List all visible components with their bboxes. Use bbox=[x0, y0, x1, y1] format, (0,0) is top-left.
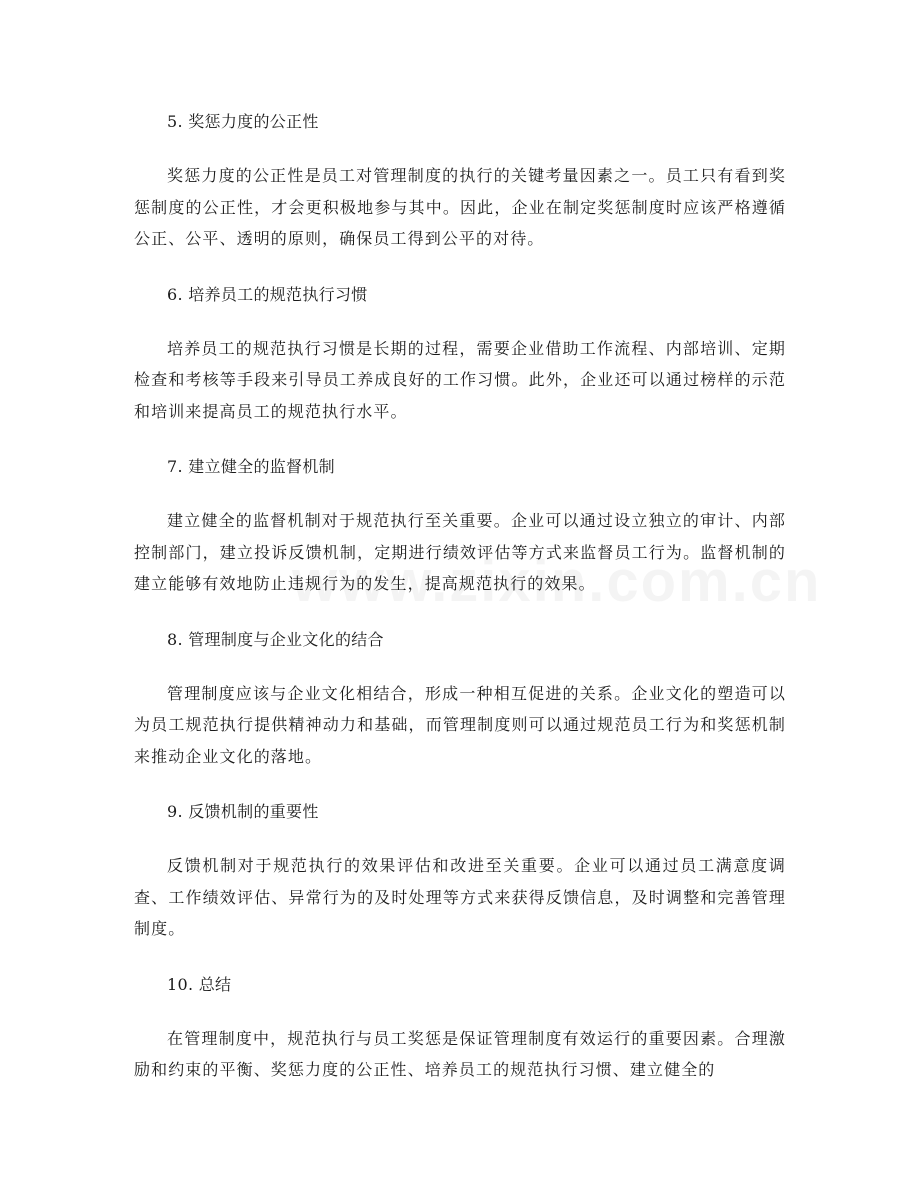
section-paragraph-9: 反馈机制对于规范执行的效果评估和改进至关重要。企业可以通过员工满意度调查、工作绩效评估、异常行为的及时处理等方式来获得反馈信息，及时调整和完善管理制度。 bbox=[134, 856, 786, 938]
section-paragraph-8: 管理制度应该与企业文化相结合，形成一种相互促进的关系。企业文化的塑造可以为员工规范执行提供精神动力和基础，而管理制度则可以通过规范员工行为和奖惩机制来推动企业文化的落地。 bbox=[134, 683, 786, 766]
section-heading-5: 5. 奖惩力度的公正性 bbox=[167, 112, 319, 131]
section-paragraph-7: 建立健全的监督机制对于规范执行至关重要。企业可以通过设立独立的审计、内部控制部门，建立投诉反馈机制，定期进行绩效评估等方式来监督员工行为。监督机制的建立能够有效地防止违规行为的发生，提高规范执行的效果。 bbox=[134, 511, 786, 593]
section-heading-8: 8. 管理制度与企业文化的结合 bbox=[167, 629, 384, 649]
section-heading-6: 6. 培养员工的规范执行习惯 bbox=[167, 284, 368, 304]
section-heading-9: 9. 反馈机制的重要性 bbox=[167, 802, 319, 821]
section-heading-7: 7. 建立健全的监督机制 bbox=[167, 457, 335, 476]
section-paragraph-5: 奖惩力度的公正性是员工对管理制度的执行的关键考量因素之一。员工只有看到奖惩制度的公正性，才会更积极地参与其中。因此，企业在制定奖惩制度时应该严格遵循公正、公平、透明的原则，确保员工得到公平的对待。 bbox=[134, 166, 786, 248]
section-paragraph-10: 在管理制度中，规范执行与员工奖惩是保证管理制度有效运行的重要因素。合理激励和约束的平衡、奖惩力度的公正性、培养员工的规范执行习惯、建立健全的 bbox=[134, 1028, 786, 1079]
document-body bbox=[134, 107, 786, 1111]
section-heading-10: 10. 总结 bbox=[167, 974, 232, 994]
section-paragraph-6: 培养员工的规范执行习惯是长期的过程，需要企业借助工作流程、内部培训、定期检查和考核等手段来引导员工养成良好的工作习惯。此外，企业还可以通过榜样的示范和培训来提高员工的规范执行水平。 bbox=[134, 338, 786, 421]
